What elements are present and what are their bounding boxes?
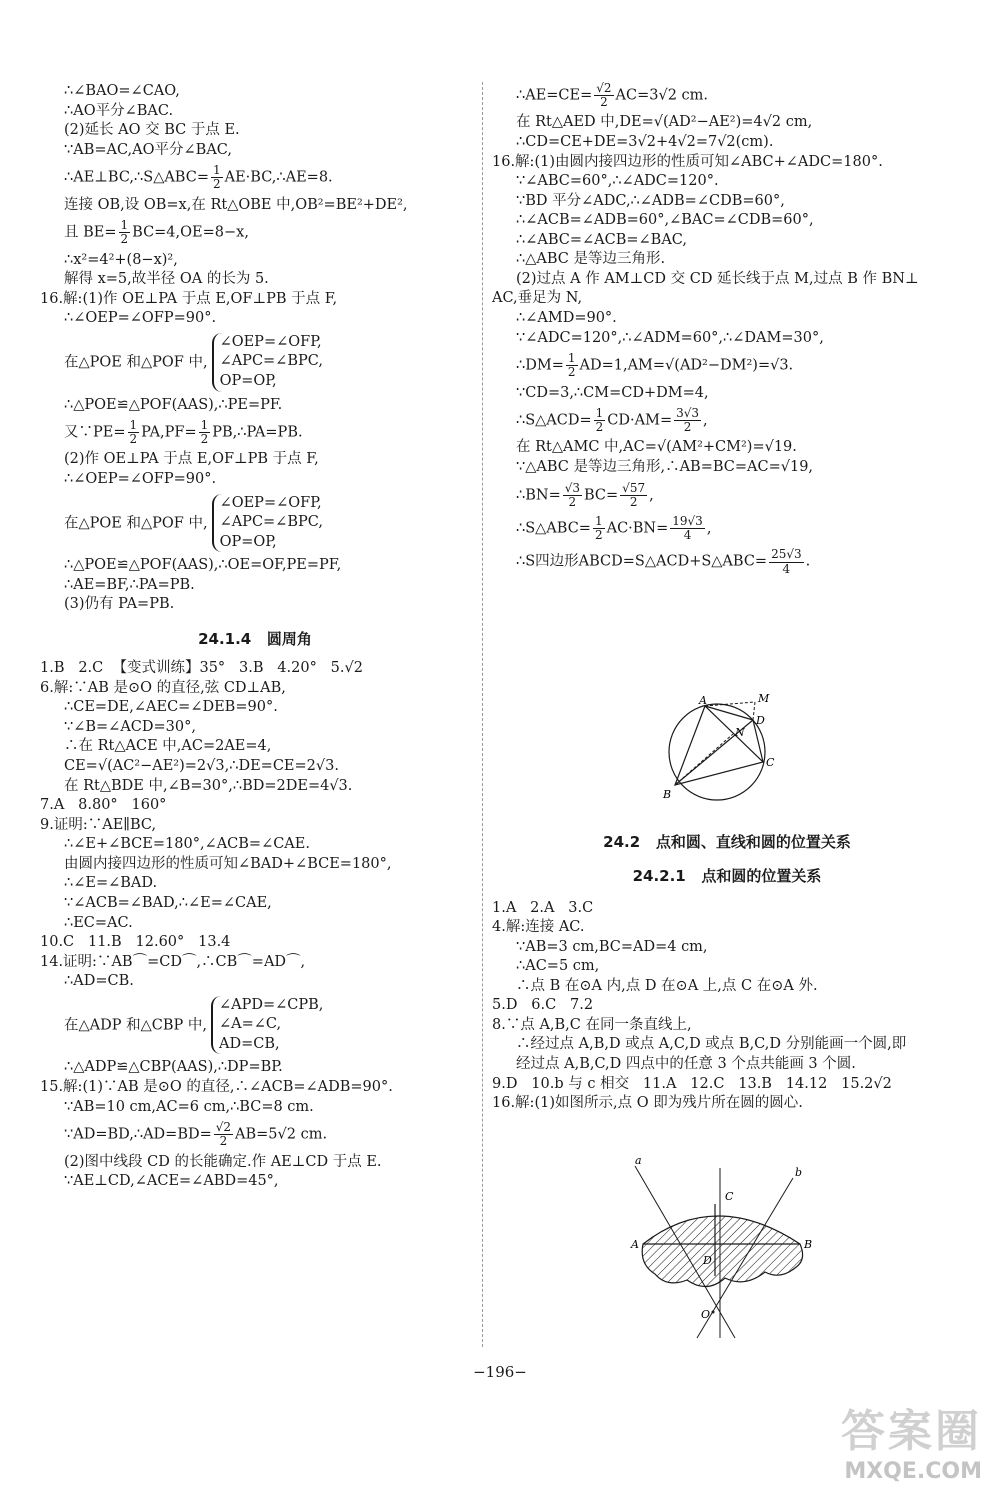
equation-system: ∠OEP=∠OFP, ∠APC=∠BPC, OP=OP,	[212, 333, 323, 392]
text-line: ∴经过点 A,B,D 或点 A,C,D 或点 B,C,D 分别能画一个圆,即	[516, 1036, 907, 1053]
text-line: 15.解:(1)∵AB 是⊙O 的直径,∴∠ACB=∠ADB=90°.	[40, 1079, 393, 1095]
text-line: ∵∠B=∠ACD=30°,	[64, 718, 196, 735]
fraction: $\frac{3√3}{2}$	[676, 406, 700, 435]
fraction: $\frac{1}{2}$	[200, 418, 209, 447]
text-line: ∵AE⊥CD,∠ACE=∠ABD=45°,	[64, 1173, 279, 1190]
text-line: 4.解:连接 AC.	[492, 919, 585, 936]
label-a-point: A	[631, 1238, 639, 1251]
section-heading: 24.2.1 点和圆的位置关系	[632, 867, 822, 886]
text-line: ∴△ABC 是等边三角形.	[516, 251, 666, 268]
equation-system: ∠OEP=∠OFP, ∠APC=∠BPC, OP=OP,	[212, 494, 323, 553]
watermark-url: MXQE.COM	[844, 1459, 982, 1484]
text-line: 经过点 A,B,C,D 四点中的任意 3 个点共能画 3 个圆.	[516, 1056, 856, 1072]
text-line: 14.证明:∵AB⌒=CD⌒,∴CB⌒=AD⌒,	[40, 953, 306, 970]
right-column	[492, 82, 962, 576]
section-heading: 24.1.4 圆周角	[198, 629, 312, 648]
text-line: 在 Rt△AED 中,DE=√(AD²−AE²)=4√2 cm,	[516, 114, 813, 131]
text-line: ∵AD=BD,∴AD=BD= $\frac{√2}{2}$ AB=5√2 cm.	[64, 1120, 328, 1149]
text-line: 9.D 10.b 与 c 相交 11.A 12.C 13.B 14.12 15.2√2	[492, 1075, 892, 1092]
text-line: ∵∠ACB=∠BAD,∴∠E=∠CAE,	[64, 894, 272, 911]
text-line: 7.A 8.80° 160°	[40, 797, 167, 814]
text-line: (2)过点 A 作 AM⊥CD 交 CD 延长线于点 M,过点 B 作 BN⊥	[516, 270, 919, 287]
fraction: $\frac{1}{2}$	[120, 218, 129, 247]
text-line: 在 Rt△BDE 中,∠B=30°,∴BD=2DE=4√3.	[64, 777, 353, 794]
label-b-line: b	[795, 1166, 803, 1179]
text-line: ∴∠E=∠BAD.	[64, 875, 158, 892]
fraction: $\frac{1}{2}$	[594, 513, 603, 543]
fraction: $\frac{√2}{2}$	[215, 1120, 232, 1149]
text-line: ∴∠E+∠BCE=180°,∠ACB=∠CAE.	[64, 836, 310, 853]
text-line: ∴S四边形ABCD=S△ACD+S△ABC= $\frac{25√3}{4}$ .	[516, 547, 811, 576]
text-line: ∵∠ADC=120°,∴∠ADM=60°,∴∠DAM=30°,	[516, 329, 824, 346]
fraction: $\frac{1}{2}$	[129, 418, 138, 447]
text-line: ∴AO平分∠BAC.	[64, 102, 174, 119]
equation-system: ∠APD=∠CPB, ∠A=∠C, AD=CB,	[211, 996, 323, 1055]
text-line: 又∵PE= $\frac{1}{2}$ PA,PF= $\frac{1}{2}$ PB,∴PA=PB.	[64, 418, 303, 447]
text-line: ∴∠BAO=∠CAO,	[64, 83, 180, 99]
text-line: ∴∠ACB=∠ADB=60°,∠BAC=∠CDB=60°,	[516, 212, 814, 229]
text-line: 5.D 6.C 7.2	[492, 997, 594, 1014]
text-line: ∴CE=DE,∠AEC=∠DEB=90°.	[64, 699, 278, 716]
text-line: (2)延长 AO 交 BC 于点 E.	[64, 122, 240, 139]
text-line: 1.B 2.C 【变式训练】35° 3.B 4.20° 5.√2	[40, 660, 363, 677]
text-line: (2)作 OE⊥PA 于点 E,OF⊥PB 于点 F,	[64, 451, 319, 468]
text-line: ∴x²=4²+(8−x)²,	[64, 251, 178, 268]
text-line: 16.解:(1)由圆内接四边形的性质可知∠ABC+∠ADC=180°.	[492, 153, 883, 170]
label-c-point: C	[725, 1190, 734, 1203]
label-c: C	[766, 756, 775, 769]
section-heading: 24.2 点和圆、直线和圆的位置关系	[603, 833, 851, 851]
text-line: (2)图中线段 CD 的长能确定.作 AE⊥CD 于点 E.	[64, 1153, 382, 1170]
text-line: ∴DM= $\frac{1}{2}$ AD=1,AM=√(AD²−DM²)=√3.	[516, 351, 794, 380]
text-line: 在 Rt△AMC 中,AC=√(AM²+CM²)=√19.	[516, 439, 797, 456]
text-line: ∴AE⊥BC,∴S△ABC= $\frac{1}{2}$ AE·BC,∴AE=8.	[64, 163, 333, 192]
label-b-point: B	[804, 1238, 813, 1251]
text-line: ∵BD 平分∠ADC,∴∠ADB=∠CDB=60°,	[516, 192, 785, 209]
fraction: $\frac{√2}{2}$	[596, 81, 612, 110]
label-a-line: a	[635, 1154, 642, 1167]
text-line: (3)仍有 PA=PB.	[64, 596, 175, 613]
right-column-continued	[492, 832, 962, 1114]
label-m: M	[758, 692, 770, 705]
text-line: 9.证明:∵AE∥BC,	[40, 816, 157, 833]
label-n: N	[735, 726, 745, 739]
label-d: D	[756, 714, 765, 727]
text-line: ∴∠AMD=90°.	[516, 310, 617, 326]
text-line: ∵AB=AC,AO平分∠BAC,	[64, 141, 232, 158]
text-line: 10.C 11.B 12.60° 13.4	[40, 934, 231, 951]
text-line: 在△POE 和△POF 中, ∠OEP=∠OFP, ∠APC=∠BPC, OP=OP,	[40, 494, 470, 553]
text-line: ∴CD=CE+DE=3√2+4√2=7√2(cm).	[516, 133, 774, 150]
label-a: A	[699, 694, 707, 707]
fraction: $\frac{1}{2}$	[595, 406, 604, 435]
text-line: ∴BN= $\frac{√3}{2}$ BC= $\frac{√57}{2}$ ,	[516, 480, 654, 509]
text-line: ∴点 B 在⊙A 内,点 D 在⊙A 上,点 C 在⊙A 外.	[516, 977, 818, 994]
left-column	[40, 82, 470, 1192]
text-line: 在△ADP 和△CBP 中, ∠APD=∠CPB, ∠A=∠C, AD=CB,	[40, 996, 470, 1055]
text-line: 8.∵点 A,B,C 在同一条直线上,	[492, 1016, 692, 1033]
text-line: ∴△POE≌△POF(AAS),∴OE=OF,PE=PF,	[64, 557, 342, 574]
text-line: CE=√(AC²−AE²)=2√3,∴DE=CE=2√3.	[64, 758, 339, 774]
text-line: ∴AE=CE= $\frac{√2}{2}$ AC=3√2 cm.	[516, 81, 709, 110]
text-line: AC,垂足为 N,	[492, 290, 583, 307]
text-line: ∴∠ABC=∠ACB=∠BAC,	[516, 231, 687, 248]
fraction: $\frac{25√3}{4}$	[771, 547, 802, 576]
page-number: −196−	[473, 1363, 527, 1381]
text-line: 1.A 2.A 3.C	[492, 899, 594, 916]
label-b: B	[663, 788, 672, 801]
label-d-point: D	[703, 1254, 712, 1267]
text-line: 6.解:∵AB 是⊙O 的直径,弦 CD⊥AB,	[40, 679, 286, 696]
text-line: ∴∠OEP=∠OFP=90°.	[64, 471, 217, 487]
text-line: ∵△ABC 是等边三角形,∴AB=BC=AC=√19,	[516, 459, 814, 475]
watermark	[782, 1395, 982, 1484]
circle-quadrilateral-figure	[655, 692, 785, 807]
text-line: 且 BE= $\frac{1}{2}$ BC=4,OE=8−x,	[64, 218, 249, 247]
text-line: ∴S△ABC= $\frac{1}{2}$ AC·BN= $\frac{19√3}{4}$ ,	[516, 513, 712, 543]
fraction: $\frac{1}{2}$	[567, 351, 576, 380]
text-line: ∴∠OEP=∠OFP=90°.	[64, 310, 217, 327]
text-line: ∵AB=3 cm,BC=AD=4 cm,	[516, 938, 708, 955]
text-line: 16.解:(1)作 OE⊥PA 于点 E,OF⊥PB 于点 F,	[40, 290, 338, 307]
text-line: 解得 x=5,故半径 OA 的长为 5.	[64, 271, 269, 288]
text-line: ∴AE=BF,∴PA=PB.	[64, 576, 195, 593]
circle-fragment-figure	[615, 1148, 815, 1343]
text-line: ∵CD=3,∴CM=CD+DM=4,	[516, 384, 709, 401]
column-divider	[482, 82, 483, 1347]
label-o-point: O	[701, 1308, 711, 1321]
text-line: ∴S△ACD= $\frac{1}{2}$ CD·AM= $\frac{3√3}{2}$ ,	[516, 406, 708, 435]
text-line: 16.解:(1)如图所示,点 O 即为残片所在圆的圆心.	[492, 1095, 803, 1112]
text-line: ∴EC=AC.	[64, 914, 133, 931]
fraction: $\frac{19√3}{4}$	[672, 513, 703, 543]
watermark-logo: 答案圈	[841, 1406, 982, 1457]
fraction: $\frac{1}{2}$	[212, 163, 221, 192]
text-line: 在△POE 和△POF 中, ∠OEP=∠OFP, ∠APC=∠BPC, OP=OP,	[40, 333, 470, 392]
text-line: ∵AB=10 cm,AC=6 cm,∴BC=8 cm.	[64, 1098, 314, 1115]
text-line: ∵∠ABC=60°,∴∠ADC=120°.	[516, 173, 719, 190]
fraction: $\frac{√3}{2}$	[564, 480, 580, 509]
text-line: ∴△ADP≌△CBP(AAS),∴DP=BP.	[64, 1059, 283, 1076]
text-line: ∴△POE≌△POF(AAS),∴PE=PF.	[64, 396, 283, 413]
fraction: $\frac{√57}{2}$	[622, 480, 646, 509]
text-line: ∴AC=5 cm,	[516, 958, 600, 975]
text-line: ∴AD=CB.	[64, 973, 134, 990]
text-line: 连接 OB,设 OB=x,在 Rt△OBE 中,OB²=BE²+DE²,	[64, 196, 408, 213]
text-line: ∴在 Rt△ACE 中,AC=2AE=4,	[64, 738, 272, 755]
text-line: 由圆内接四边形的性质可知∠BAD+∠BCE=180°,	[64, 855, 392, 872]
